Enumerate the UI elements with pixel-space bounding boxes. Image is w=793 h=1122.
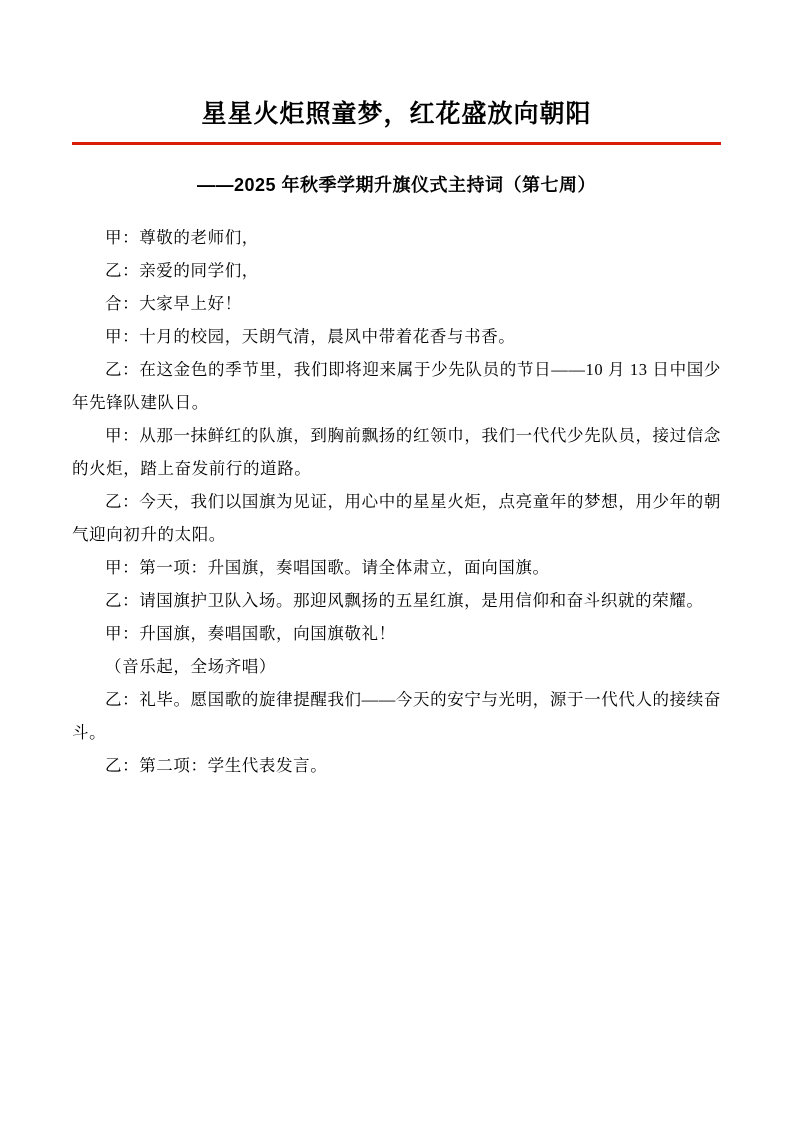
paragraph: 乙：礼毕。愿国歌的旋律提醒我们——今天的安宁与光明，源于一代代人的接续奋斗。 bbox=[72, 690, 721, 743]
paragraph: 乙：今天，我们以国旗为见证，用心中的星星火炬，点亮童年的梦想，用少年的朝气迎向初升的太阳。 bbox=[72, 492, 721, 545]
paragraph: （音乐起，全场齐唱） bbox=[105, 657, 276, 677]
page-title: 星星火炬照童梦，红花盛放向朝阳 bbox=[201, 100, 592, 128]
paragraph: 甲：第一项：升国旗，奏唱国歌。请全体肃立，面向国旗。 bbox=[105, 558, 550, 578]
paragraph: 乙：在这金色的季节里，我们即将迎来属于少先队员的节日——10 月 13 日中国少年先锋队建队日。 bbox=[72, 360, 721, 413]
paragraph: 甲：从那一抹鲜红的队旗，到胸前飘扬的红领巾，我们一代代少先队员，接过信念的火炬，踏上奋发前行的道路。 bbox=[72, 426, 721, 479]
title-divider bbox=[72, 142, 721, 145]
paragraph: 乙：第二项：学生代表发言。 bbox=[105, 756, 328, 776]
paragraph: 乙：请国旗护卫队入场。那迎风飘扬的五星红旗，是用信仰和奋斗织就的荣耀。 bbox=[105, 591, 704, 611]
paragraph: 甲：十月的校园，天朗气清，晨风中带着花香与书香。 bbox=[105, 327, 516, 347]
paragraph: 乙：亲爱的同学们， bbox=[105, 261, 259, 281]
paragraph: 合：大家早上好！ bbox=[105, 294, 242, 314]
paragraph: 甲：升国旗，奏唱国歌，向国旗敬礼！ bbox=[105, 624, 396, 644]
paragraph: 甲：尊敬的老师们， bbox=[105, 228, 259, 248]
page-subtitle: ——2025 年秋季学期升旗仪式主持词（第七周） bbox=[196, 174, 597, 195]
